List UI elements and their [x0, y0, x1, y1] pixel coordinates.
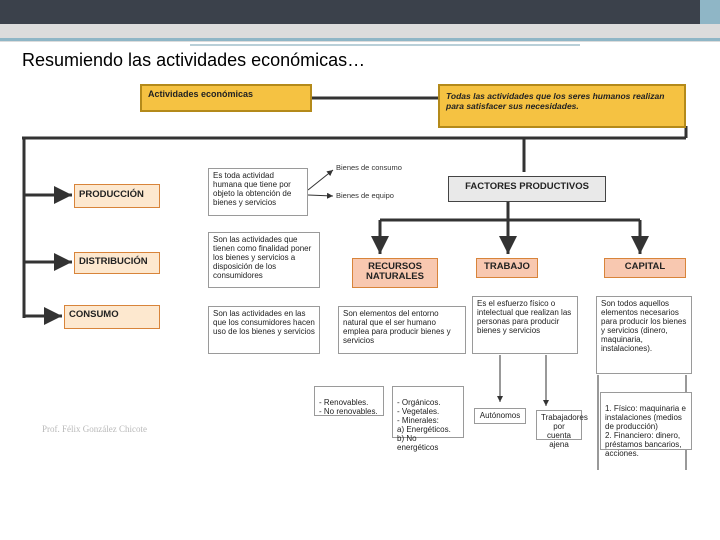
work-type-text: Trabajadores por cuenta ajena: [541, 413, 588, 449]
description-text: Son elementos del entorno natural que el ser humano emplea para producir bienes y servicios: [343, 309, 451, 345]
category-produccion: [74, 184, 160, 208]
factor-label: TRABAJO: [484, 261, 530, 272]
category-label: CONSUMO: [69, 309, 119, 320]
description-text: Son las actividades en las que los consumidores hacen uso de los bienes y servicios: [213, 309, 315, 336]
category-distribucion: [74, 252, 160, 274]
recursos-naturales-description: [338, 306, 466, 354]
capital-types-text: 1. Físico: maquinaria e instalaciones (medios de producción) 2. Financiero: dinero, préstamos bancarios, acciones.: [605, 404, 686, 458]
category-label: DISTRIBUCIÓN: [79, 256, 148, 267]
description-text: Es el esfuerzo físico o intelectual que realizan las personas para producir bienes y servicios: [477, 299, 572, 335]
description-text: Es toda actividad humana que tiene por objeto la obtención de bienes y servicios: [213, 171, 292, 207]
capital-description: [596, 296, 692, 374]
recursos-tipos-box: [392, 386, 464, 452]
factor-trabajo: [476, 258, 538, 278]
top-box-label: Actividades económicas: [148, 89, 254, 99]
output-bienes-consumo: Bienes de consumo: [336, 163, 402, 172]
natural-types-a-text: - Renovables. - No renovables.: [319, 398, 378, 416]
trabajo-cuenta-ajena-box: [536, 410, 588, 449]
category-consumo: [64, 305, 160, 329]
factores-productivos-box: [448, 176, 606, 202]
slide-title: Resumiendo las actividades económicas…: [22, 50, 366, 70]
natural-types-b-text: - Orgánicos. - Vegetales. - Minerales: a) Energéticos. b) No energéticos: [397, 398, 451, 452]
category-produccion-description: [208, 168, 308, 216]
factor-recursos-naturales: [352, 258, 438, 288]
category-distribucion-description: [208, 232, 320, 288]
trabajo-autonomos-box: [474, 408, 526, 424]
work-type-text: Autónomos: [479, 411, 521, 420]
recursos-renovables-box: [314, 386, 384, 416]
factor-label: RECURSOS NATURALES: [366, 261, 424, 282]
top-note-text: Todas las actividades que los seres humanos realizan para satisfacer sus necesidades.: [446, 91, 665, 111]
factor-capital: [604, 258, 686, 278]
category-consumo-description: [208, 306, 320, 354]
category-label: PRODUCCIÓN: [79, 189, 144, 200]
description-text: Son todos aquellos elementos necesarios para producir los bienes y servicios (dinero, maquinaria, instalaciones).: [601, 299, 687, 353]
author-credit: Prof. Félix González Chicote: [42, 424, 147, 434]
factores-title: FACTORES PRODUCTIVOS: [465, 181, 589, 192]
output-bienes-equipo: Bienes de equipo: [336, 191, 394, 200]
capital-tipos-box: [600, 392, 692, 458]
top-box-actividades: [140, 84, 312, 112]
factor-label: CAPITAL: [624, 261, 666, 272]
description-text: Son las actividades que tienen como finalidad poner los bienes y servicios a disposición de los consumidores: [213, 235, 312, 280]
top-note-box: [438, 84, 686, 128]
trabajo-description: [472, 296, 578, 354]
